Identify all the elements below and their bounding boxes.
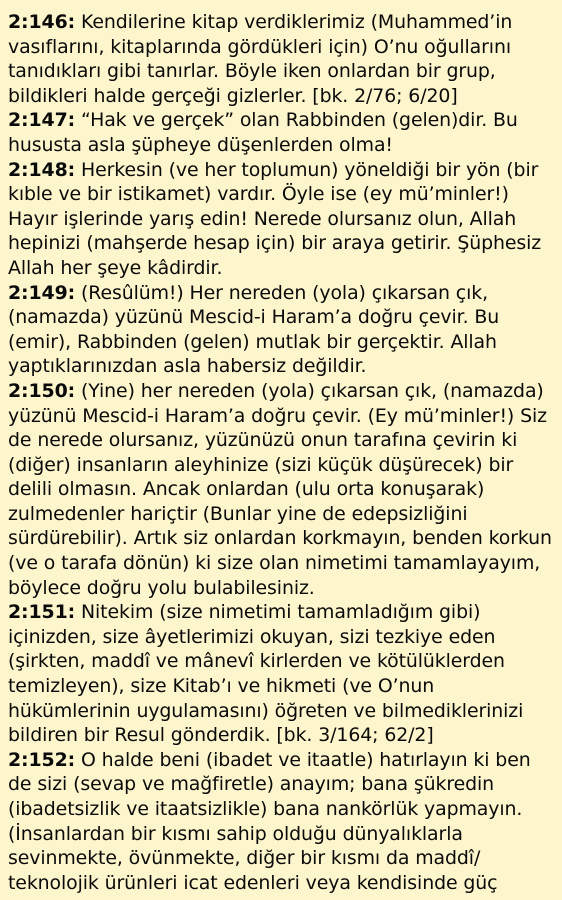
verse-2-151 xyxy=(8,600,558,748)
verse-2-147 xyxy=(8,108,558,157)
verse-number: 2:149: xyxy=(8,281,76,304)
verse-text-body xyxy=(0,10,562,895)
verse-2-152 xyxy=(8,748,558,896)
verse-2-149 xyxy=(8,281,558,379)
verse-2-150 xyxy=(8,379,558,600)
verse-content: (Resûlüm!) Her nereden (yola) çıkarsan çık, (namazda) yüzünü Mescid-i Haram’a doğru çevir. Bu (emir), Rabbinden (gelen) mutlak bir gerçektir. Allah yaptıklarınızdan asla habersiz değildir. xyxy=(8,281,500,378)
verse-content: Nitekim (size nimetimi tamamladığım gibi) içinizden, size âyetlerimizi okuyan, sizi tezkiye eden (şirkten, maddî ve mânevî kirlerden ve kötülüklerden temizleyen), size Kitab’ı ve hikmeti (ve O’nun hükümlerinin uygulamasını) öğreten ve bilmediklerinizi bildiren bir Resul gönderdik. [bk. 3/164; 62/2] xyxy=(8,601,524,747)
verse-number: 2:150: xyxy=(8,379,76,402)
verse-2-146 xyxy=(8,10,558,108)
verse-content: Herkesin (ve her toplumun) yöneldiği bir yön (bir kıble ve bir istikamet) vardır. Öyle ise (ey mü’minler!) Hayır işlerinde yarış edin! Nerede olursanız olun, Allah hepinizi (mahşerde hesap için) bir araya getirir. Şüphesiz Allah her şeye kâdirdir. xyxy=(8,158,542,279)
verse-number: 2:147: xyxy=(8,109,76,132)
verse-number: 2:151: xyxy=(8,601,76,624)
verse-number: 2:148: xyxy=(8,158,76,181)
verse-content: O halde beni (ibadet ve itaatle) hatırlayın ki ben de sizi (sevap ve mağfiretle) anayım; bana şükredin (ibadetsizlik ve itaatsizlikle) bana nankörlük yapmayın. (İnsanlardan bir kısmı sahip olduğu dünyalıklarla sevinmekte, övünmekte, diğer bir kısmı da maddî/ teknolojik ürünleri icat edenleri veya kendisinde güç xyxy=(8,748,531,894)
verse-content: Kendilerine kitap verdiklerimiz (Muhammed’in vasıflarını, kitaplarında gördükleri için) O’nu oğullarını tanıdıkları gibi tanırlar. Böyle iken onlardan bir grup, bildikleri halde gerçeği gizlerler. [bk. 2/76; 6/20] xyxy=(8,11,513,107)
verse-content: “Hak ve gerçek” olan Rabbinden (gelen)dir. Bu hususta asla şüpheye düşenlerden olma! xyxy=(8,109,518,156)
verse-content: (Yine) her nereden (yola) çıkarsan çık, (namazda) yüzünü Mescid-i Haram’a doğru çevir. (Ey mü’minler!) Siz de nerede olursanız, yüzünüzü onun tarafına çevirin ki (diğer) insanların aleyhinize (sizi küçük düşürecek) bir delili olmasın. Ancak onlardan (ulu orta konuşarak) zulmedenler hariçtir (Bunlar yine de edepsizliğini sürdürebilir). Artık siz onlardan korkmayın, benden korkun (ve o tarafa dönün) ki size olan nimetimi tamamlayayım, böylece doğru yolu bulabilesiniz. xyxy=(8,379,552,599)
verse-2-148 xyxy=(8,158,558,281)
verse-number: 2:152: xyxy=(8,748,76,771)
verse-number: 2:146: xyxy=(8,11,76,33)
